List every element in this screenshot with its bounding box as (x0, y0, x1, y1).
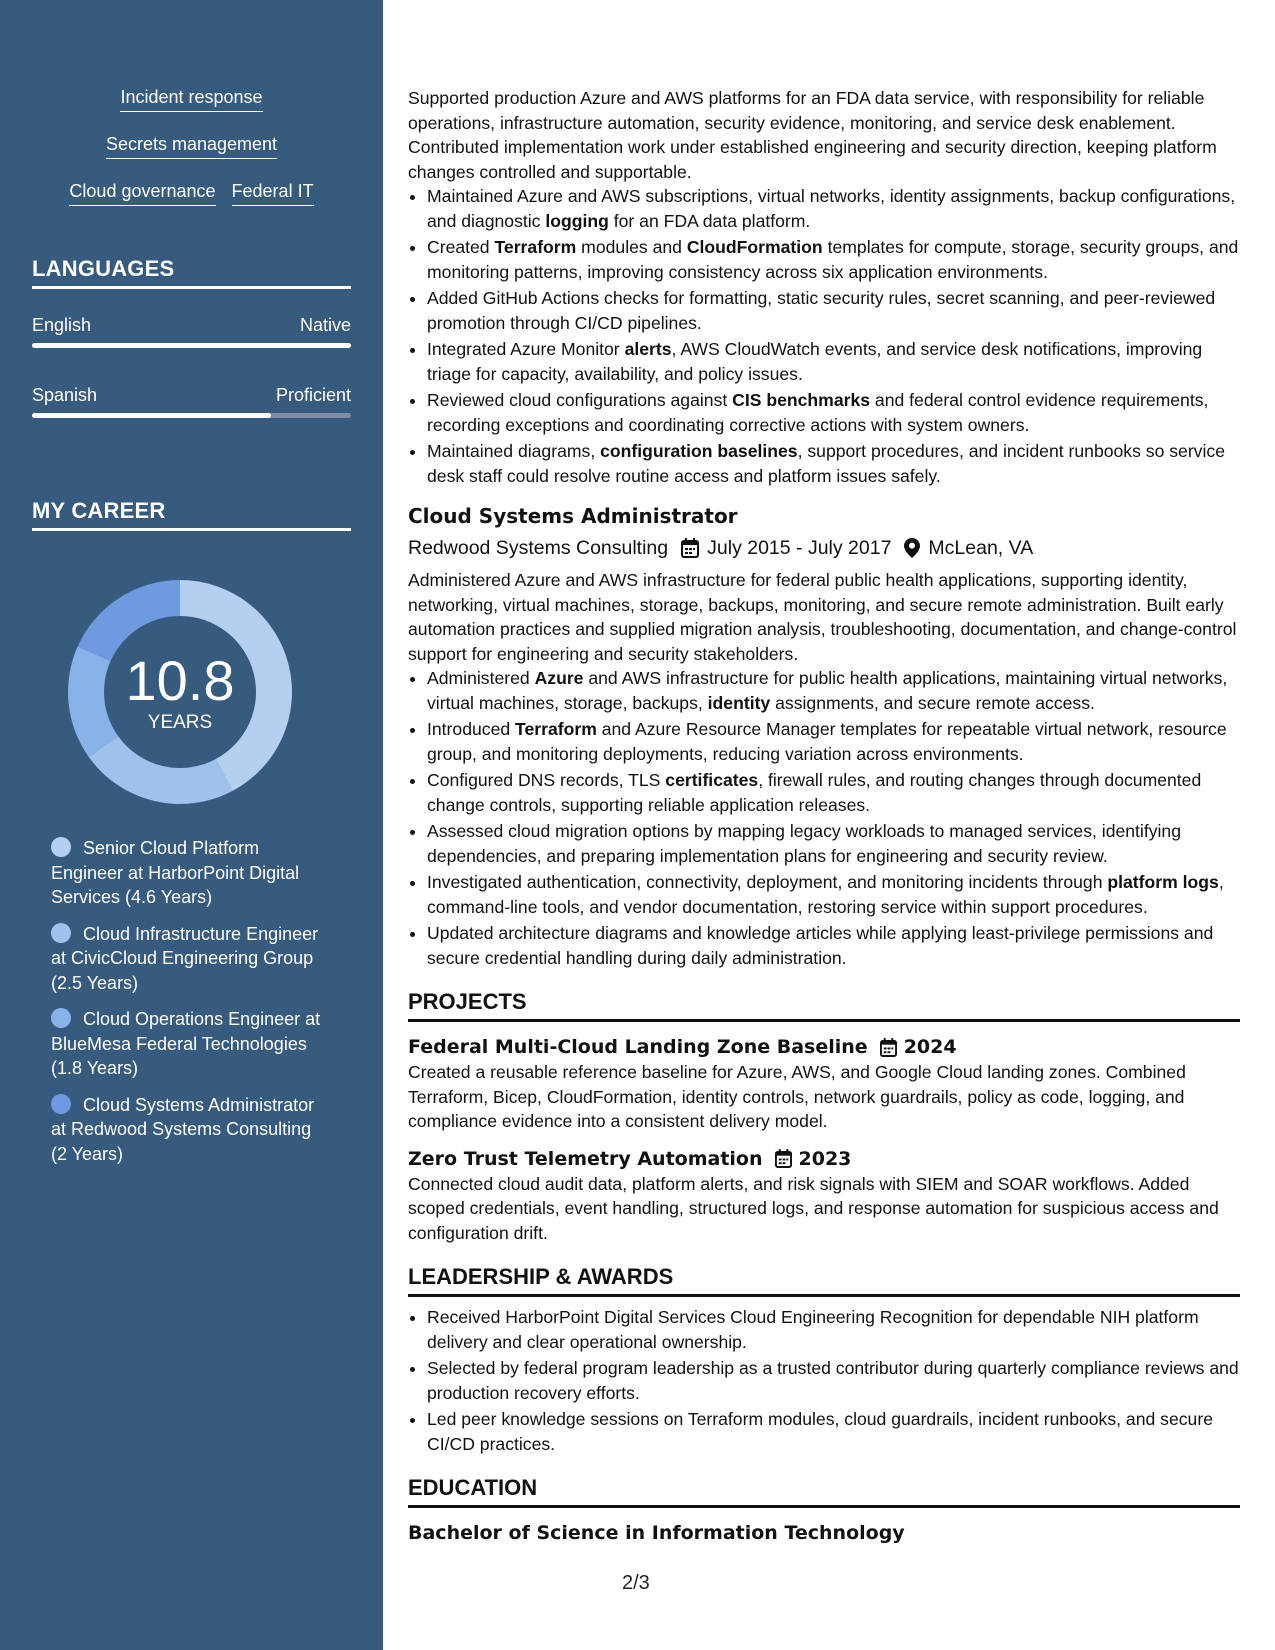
bullet: • Selected by federal program leadership as a trusted contributor during quarterly compliance reviews and production recovery efforts. (427, 1356, 1240, 1405)
language-bar (32, 413, 351, 418)
career-item (51, 1007, 321, 1081)
legend-dot (51, 923, 71, 943)
job-summary: Administered Azure and AWS infrastructure for federal public health applications, supporting identity, networking, virtual machines, storage, backups, monitoring, and secure remote administration. Built early automation practices and supplied migration analysis, troubleshooting, documentation, and change-control support for engineering and security stakeholders. (408, 570, 1237, 664)
bullet: • Administered Azure and AWS infrastructure for public health applications, maintaining virtual networks, virtual machines, storage, backups, identity assignments, and secure remote access. (427, 666, 1240, 715)
legend-dot (51, 1094, 71, 1114)
skills-list (32, 86, 351, 227)
projects-heading: PROJECTS (408, 988, 1240, 1022)
skill-tag: Incident response (120, 86, 262, 112)
main-content (408, 86, 1240, 1546)
project-description: Connected cloud audit data, platform alerts, and risk signals with SIEM and SOAR workflows. Added scoped credentials, event handling, structured logs, and response automation for suspicious access and configuration drift. (408, 1173, 1219, 1243)
career-item-text: Cloud Operations Engineer at BlueMesa Federal Technologies (1.8 Years) (51, 1009, 321, 1078)
job-location: McLean, VA (928, 537, 1034, 559)
bullet: • Configured DNS records, TLS certificates, firewall rules, and routing changes through documented change controls, supporting reliable application releases. (427, 768, 1240, 817)
bullet: • Created Terraform modules and CloudFormation templates for compute, storage, security groups, and monitoring patterns, improving consistency across six application environments. (427, 235, 1240, 284)
skill-tag: Cloud governance (69, 180, 215, 206)
career-list (51, 836, 321, 1178)
career-item (51, 922, 321, 996)
calendar-icon (775, 1149, 792, 1168)
language-spanish (32, 384, 351, 418)
company-name: Redwood Systems Consulting (408, 537, 669, 559)
language-name: Spanish (32, 385, 98, 405)
career-item (51, 836, 321, 910)
project-title: Federal Multi-Cloud Landing Zone Baseline 2024 (408, 1036, 957, 1058)
skill-tag: Federal IT (232, 180, 314, 206)
bullet: • Maintained diagrams, configuration baselines, support procedures, and incident runbooks so service desk staff could resolve routine access and platform issues safely. (427, 439, 1240, 488)
bullet: • Updated architecture diagrams and knowledge articles while applying least-privilege permissions and secure credential handling during daily administration. (427, 921, 1240, 970)
education-heading: EDUCATION (408, 1474, 1240, 1508)
calendar-icon (880, 1038, 897, 1057)
skill-tag: Secrets management (106, 133, 277, 159)
language-english (32, 314, 351, 348)
project-description: Created a reusable reference baseline for Azure, AWS, and Google Cloud landing zones. Combined Terraform, Bicep, CloudFormation, identity controls, network guardrails, policy as code, logging, and compliance evidence into a consistent delivery model. (408, 1062, 1186, 1131)
language-bar-fill (32, 343, 351, 348)
language-bar (32, 343, 351, 348)
leadership-heading: LEADERSHIP & AWARDS (408, 1263, 1240, 1297)
career-item-text: Cloud Infrastructure Engineer at CivicCloud Engineering Group (2.5 Years) (51, 923, 319, 993)
skills-row (32, 86, 351, 112)
bullet: • Reviewed cloud configurations against CIS benchmarks and federal control evidence requirements, recording exceptions and coordinating corrective actions with system owners. (427, 388, 1240, 437)
languages-heading: LANGUAGES (32, 256, 351, 289)
bullet: • Investigated authentication, connectivity, deployment, and monitoring incidents through platform logs, command-line tools, and vendor documentation, restoring service within support procedures. (427, 870, 1240, 919)
bullet: • Led peer knowledge sessions on Terraform modules, cloud guardrails, incident runbooks, and secure CI/CD practices. (427, 1407, 1240, 1456)
job-title: Cloud Systems Administrator (408, 504, 738, 528)
career-unit: YEARS (147, 712, 213, 733)
language-name: English (32, 315, 92, 335)
job-summary: Supported production Azure and AWS platforms for an FDA data service, with responsibility for reliable operations, infrastructure automation, security evidence, monitoring, and service desk enablement. Contributed implementation work under established engineering and security direction, keeping platform changes controlled and supportable. (408, 88, 1217, 182)
skills-row (32, 180, 351, 206)
donut-segment (68, 647, 118, 758)
bullet: • Maintained Azure and AWS subscriptions, virtual networks, identity assignments, backup configurations, and diagnostic logging for an FDA data platform. (427, 184, 1240, 233)
project-year: 2023 (798, 1147, 852, 1170)
language-level: Native (299, 315, 351, 335)
career-donut-chart (56, 568, 304, 816)
bullet: • Received HarborPoint Digital Services Cloud Engineering Recognition for dependable NIH platform delivery and clear operational ownership. (427, 1305, 1240, 1354)
language-bar-fill (32, 413, 271, 418)
bullet: • Integrated Azure Monitor alerts, AWS CloudWatch events, and service desk notifications, improving triage for capacity, availability, and policy issues. (427, 337, 1240, 386)
project-title: Zero Trust Telemetry Automation 2023 (408, 1147, 852, 1170)
job-bullets (408, 666, 1240, 970)
bullet: • Introduced Terraform and Azure Resource Manager templates for repeatable virtual network, resource group, and monitoring deployments, reducing variation across environments. (427, 717, 1240, 766)
career-heading: MY CAREER (32, 498, 351, 531)
job-bullets (408, 184, 1240, 488)
skills-row (32, 133, 351, 159)
location-pin-icon (904, 538, 920, 558)
bullet: • Added GitHub Actions checks for formatting, static security rules, secret scanning, and peer-reviewed promotion through CI/CD pipelines. (427, 286, 1240, 335)
career-item (51, 1093, 321, 1167)
job-meta (408, 534, 1240, 562)
bullet: • Assessed cloud migration options by mapping legacy workloads to managed services, identifying dependencies, and preparing implementation plans for engineering and security review. (427, 819, 1240, 868)
career-total: 10.8 (125, 649, 235, 712)
donut-segment (89, 736, 233, 804)
legend-dot (51, 837, 71, 857)
career-item-text: Cloud Systems Administrator at Redwood Systems Consulting (2 Years) (51, 1094, 315, 1164)
legend-dot (51, 1008, 71, 1028)
sidebar (0, 0, 383, 1650)
leadership-list (408, 1305, 1240, 1456)
education-degree: Bachelor of Science in Information Technology (408, 1522, 905, 1544)
calendar-icon (681, 538, 699, 558)
project-year: 2024 (903, 1036, 957, 1058)
language-level: Proficient (275, 385, 351, 405)
page-number: 2/3 (622, 1572, 650, 1594)
career-item-text: Senior Cloud Platform Engineer at HarborPoint Digital Services (4.6 Years) (51, 838, 300, 907)
job-dates: July 2015 - July 2017 (707, 537, 892, 559)
